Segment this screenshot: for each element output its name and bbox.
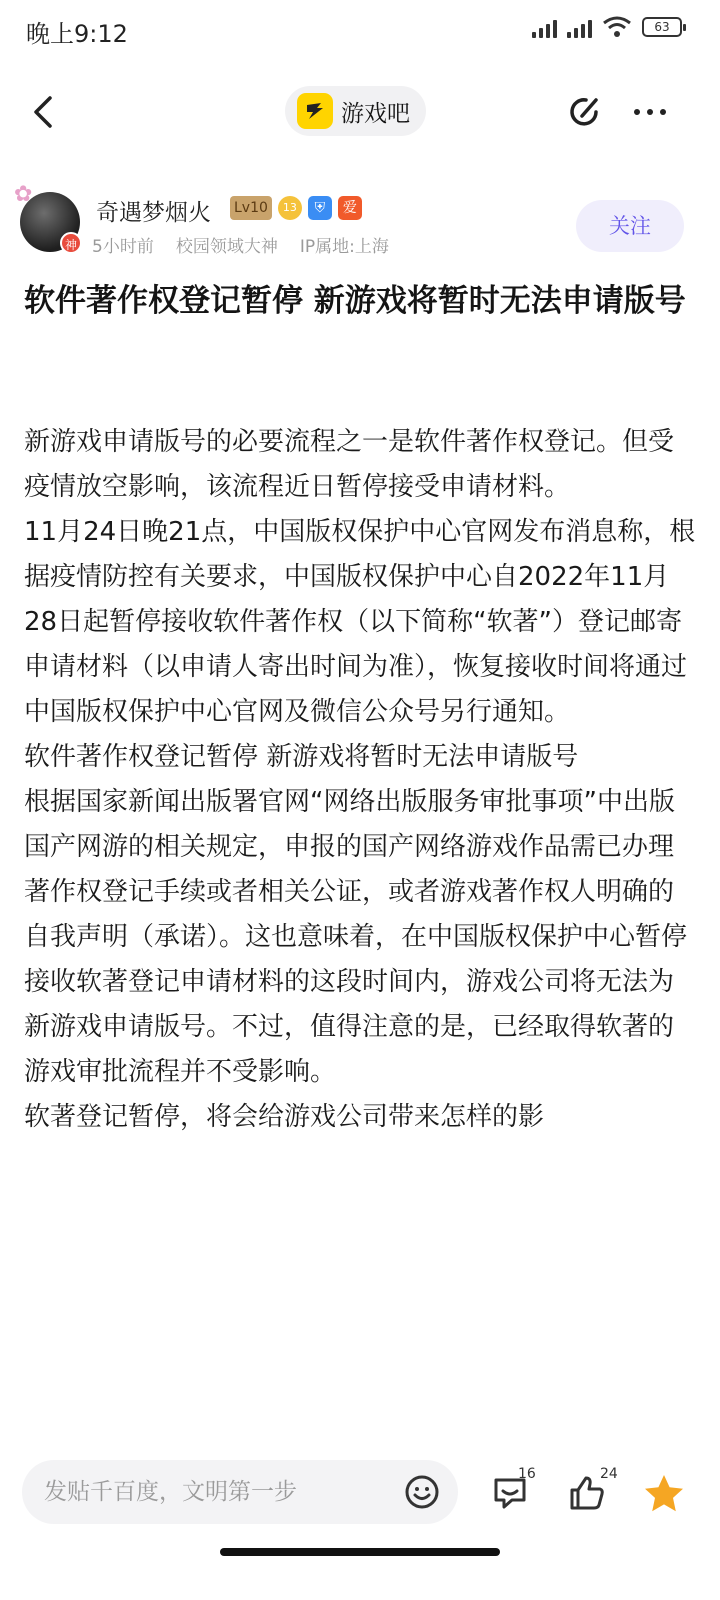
star-icon — [642, 1472, 686, 1516]
forum-pill[interactable] — [285, 86, 426, 136]
god-badge: 神 — [60, 232, 82, 254]
comment-button[interactable] — [490, 1466, 536, 1516]
forum-name: 游戏吧 — [341, 100, 410, 127]
ip-location: IP属地:上海 — [299, 237, 389, 257]
follow-button[interactable]: 关注 — [576, 200, 684, 252]
author-meta — [92, 232, 389, 257]
home-indicator — [220, 1548, 500, 1556]
post-paragraph: 11月24日晚21点，中国版权保护中心官网发布消息称，根据疫情防控有关要求，中国版权保护中心自2022年11月28日起暂停接收软件著作权（以下简称“软著”）登记邮寄申请材料（以申请人寄出时间为准），恢复接收时间将通过中国版权保护中心官网及微信公众号另行通知。 — [24, 517, 696, 727]
wifi-icon — [602, 16, 632, 38]
back-icon[interactable] — [26, 92, 66, 132]
medal-icon: 13 — [278, 196, 302, 220]
status-time: 晚上9:12 — [26, 20, 128, 48]
forum-logo-icon — [297, 93, 333, 129]
post-paragraph: 新游戏申请版号的必要流程之一是软件著作权登记。但受疫情放空影响，该流程近日暂停接受申请材料。 — [24, 427, 675, 502]
reply-placeholder: 发贴千百度，文明第一步 — [44, 1479, 297, 1505]
post-time: 5小时前 — [92, 237, 154, 257]
author-name[interactable]: 奇遇梦烟火 — [96, 200, 211, 226]
post-paragraph: 软著登记暂停，将会给游戏公司带来怎样的影 — [24, 1102, 545, 1132]
status-icons — [532, 16, 682, 38]
status-bar — [0, 0, 720, 60]
signal-icon — [532, 16, 557, 38]
author-row — [0, 182, 720, 262]
battery-icon: 63 — [642, 17, 682, 37]
post-title: 软件著作权登记暂停 新游戏将暂时无法申请版号 — [24, 283, 686, 319]
author-badges — [230, 196, 362, 220]
post-body — [24, 420, 696, 1440]
top-nav — [0, 80, 720, 146]
like-count: 24 — [600, 1466, 618, 1482]
favorite-button[interactable] — [642, 1472, 686, 1520]
emoji-icon[interactable] — [404, 1474, 440, 1510]
level-badge: Lv10 — [230, 196, 272, 220]
author-title: 校园领域大神 — [175, 237, 278, 257]
like-button[interactable] — [566, 1466, 618, 1518]
avatar[interactable] — [14, 182, 80, 252]
edit-icon[interactable] — [566, 92, 606, 132]
more-icon[interactable] — [626, 92, 674, 132]
shield-icon: ⛨ — [308, 196, 332, 220]
signal-icon-2 — [567, 16, 592, 38]
post-paragraph: 根据国家新闻出版署官网“网络出版服务审批事项”中出版国产网游的相关规定，申报的国产网络游戏作品需已办理著作权登记手续或者相关公证，或者游戏著作权人明确的自我声明（承诺）。这也意味着，在中国版权保护中心暂停接收软著登记申请材料的这段时间内，游戏公司将无法为新游戏申请版号。不过，值得注意的是，已经取得软著的游戏审批流程并不受影响。 — [24, 787, 688, 1087]
comment-count: 16 — [518, 1466, 536, 1482]
bow-icon: ✿ — [14, 182, 33, 207]
bottom-bar — [0, 1448, 720, 1600]
love-badge: 爱 — [338, 196, 362, 220]
post-paragraph: 软件著作权登记暂停 新游戏将暂时无法申请版号 — [24, 742, 579, 772]
reply-input[interactable] — [22, 1460, 458, 1524]
